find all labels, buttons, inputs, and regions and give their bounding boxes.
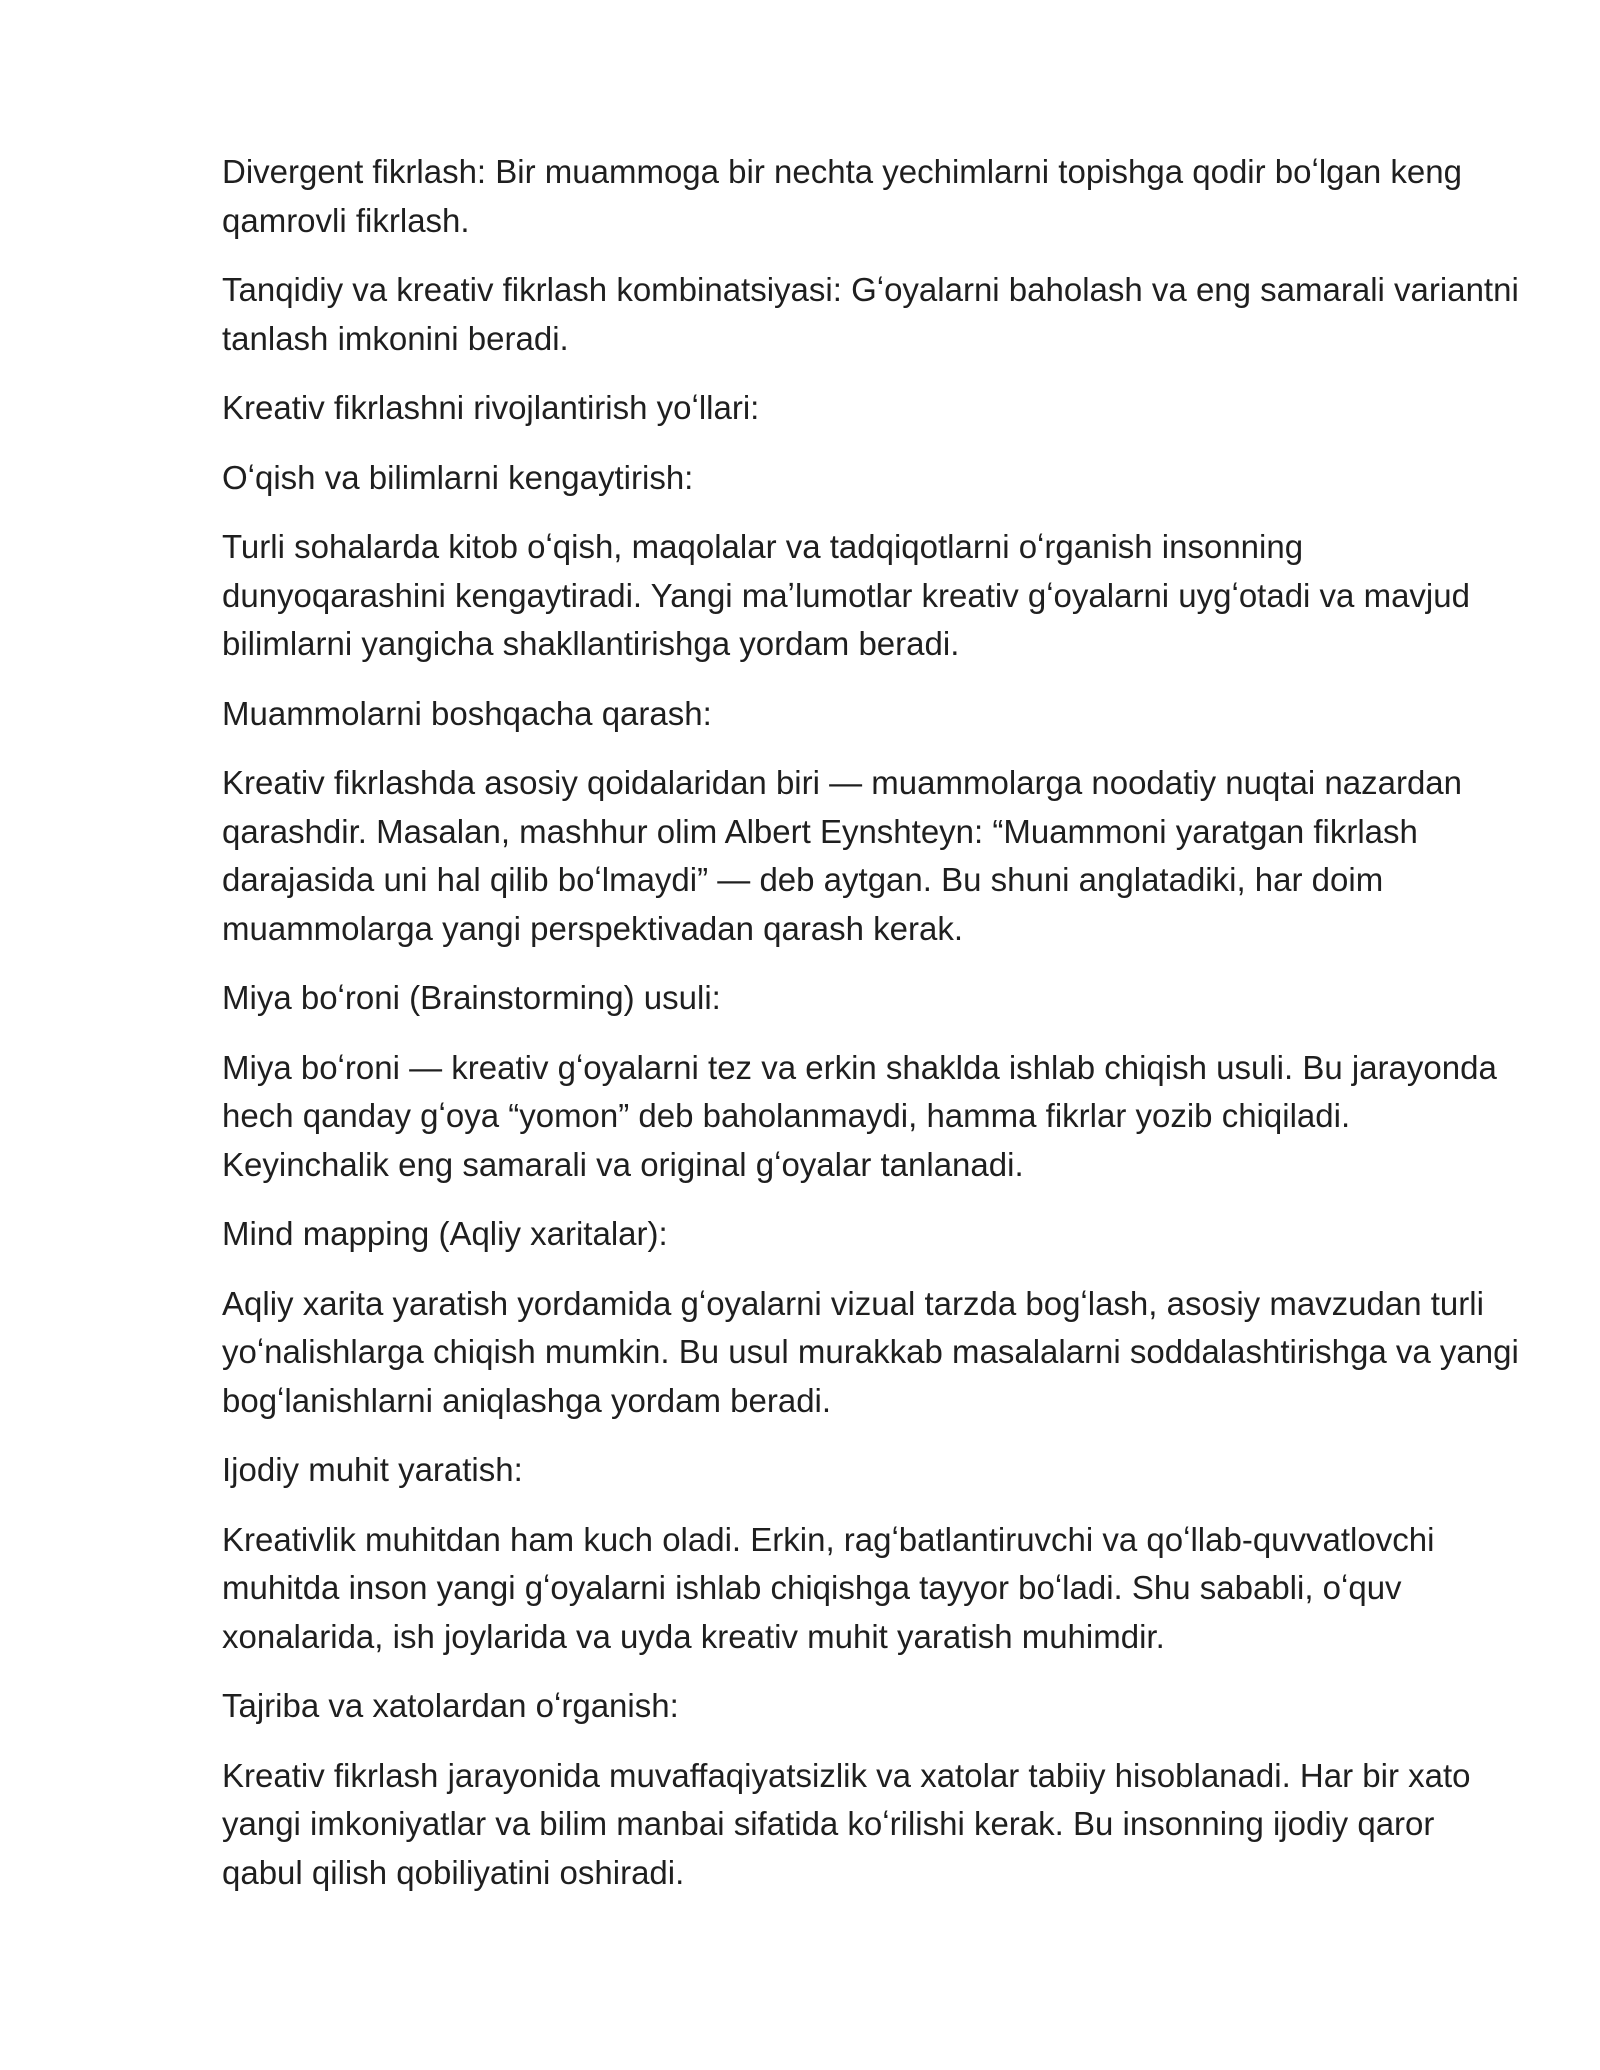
heading-creative-environment: Ijodiy muhit yaratish: — [222, 1451, 523, 1488]
heading-brainstorming: Miya boʻroni (Brainstorming) usuli: — [222, 979, 721, 1016]
paragraph-learning-from-mistakes: Kreativ fikrlash jarayonida muvaffaqiyatsizlik va xatolar tabiiy hisoblanadi. Har bir xato yangi imkoniyatlar va bilim manbai sifatida koʻrilishi kerak. Bu insonning ijodiy qaror qabul qilish qobiliyatini oshiradi. — [222, 1756, 1471, 1891]
paragraph-brainstorming: Miya boʻroni — kreativ gʻoyalarni tez va erkin shaklda ishlab chiqish usuli. Bu jarayonda hech qanday gʻoya “yomon” deb baholanmaydi, hamma fikrlar yozib chiqiladi. Keyinchalik eng samarali va original gʻoyalar tanlanadi. — [222, 1048, 1497, 1183]
heading-ways-to-develop: Kreativ fikrlashni rivojlantirish yoʻllari: — [222, 389, 760, 426]
paragraph-different-view: Kreativ fikrlashda asosiy qoidalaridan biri — muammolarga noodatiy nuqtai nazardan qarashdir. Masalan, mashhur olim Albert Eynshteyn: “Muammoni yaratgan fikrlash darajasida uni hal qilib boʻlmaydi” — deb aytgan. Bu shuni anglatadiki, har doim muammolarga yangi perspektivadan qarash kerak. — [222, 764, 1462, 947]
paragraph-critical-creative-combination: Tanqidiy va kreativ fikrlash kombinatsiyasi: Gʻoyalarni baholash va eng samarali variantni tanlash imkonini beradi. — [222, 271, 1519, 357]
heading-different-view: Muammolarni boshqacha qarash: — [222, 694, 712, 732]
heading-mind-mapping: Mind mapping (Aqliy xaritalar): — [222, 1215, 668, 1252]
paragraph-mind-mapping: Aqliy xarita yaratish yordamida gʻoyalarni vizual tarzda bogʻlash, asosiy mavzudan turli yoʻnalishlarga chiqish mumkin. Bu usul murakkab masalalarni soddalashtirishga va yangi bogʻlanishlarni aniqlashga yordam beradi. — [222, 1284, 1519, 1419]
paragraph-creative-environment: Kreativlik muhitdan ham kuch oladi. Erkin, ragʻbatlantiruvchi va qoʻllab-quvvatlovchi muhitda inson yangi gʻoyalarni ishlab chiqishga tayyor boʻladi. Shu sababli, oʻquv xonalarida, ish joylarida va uyda kreativ muhit yaratish muhimdir. — [222, 1520, 1435, 1655]
heading-learning-from-mistakes: Tajriba va xatolardan oʻrganish: — [222, 1687, 679, 1724]
paragraph-reading: Turli sohalarda kitob oʻqish, maqolalar va tadqiqotlarni oʻrganish insonning dunyoqarashini kengaytiradi. Yangi maʼlumotlar kreativ gʻoyalarni uygʻotadi va mavjud bilimlarni yangicha shakllantirishga yordam beradi. — [222, 528, 1470, 662]
document-body — [222, 148, 1522, 1918]
paragraph-divergent-thinking: Divergent fikrlash: Bir muammoga bir nechta yechimlarni topishga qodir boʻlgan keng qamrovli fikrlash. — [222, 153, 1462, 239]
heading-reading: Oʻqish va bilimlarni kengaytirish: — [222, 458, 694, 496]
